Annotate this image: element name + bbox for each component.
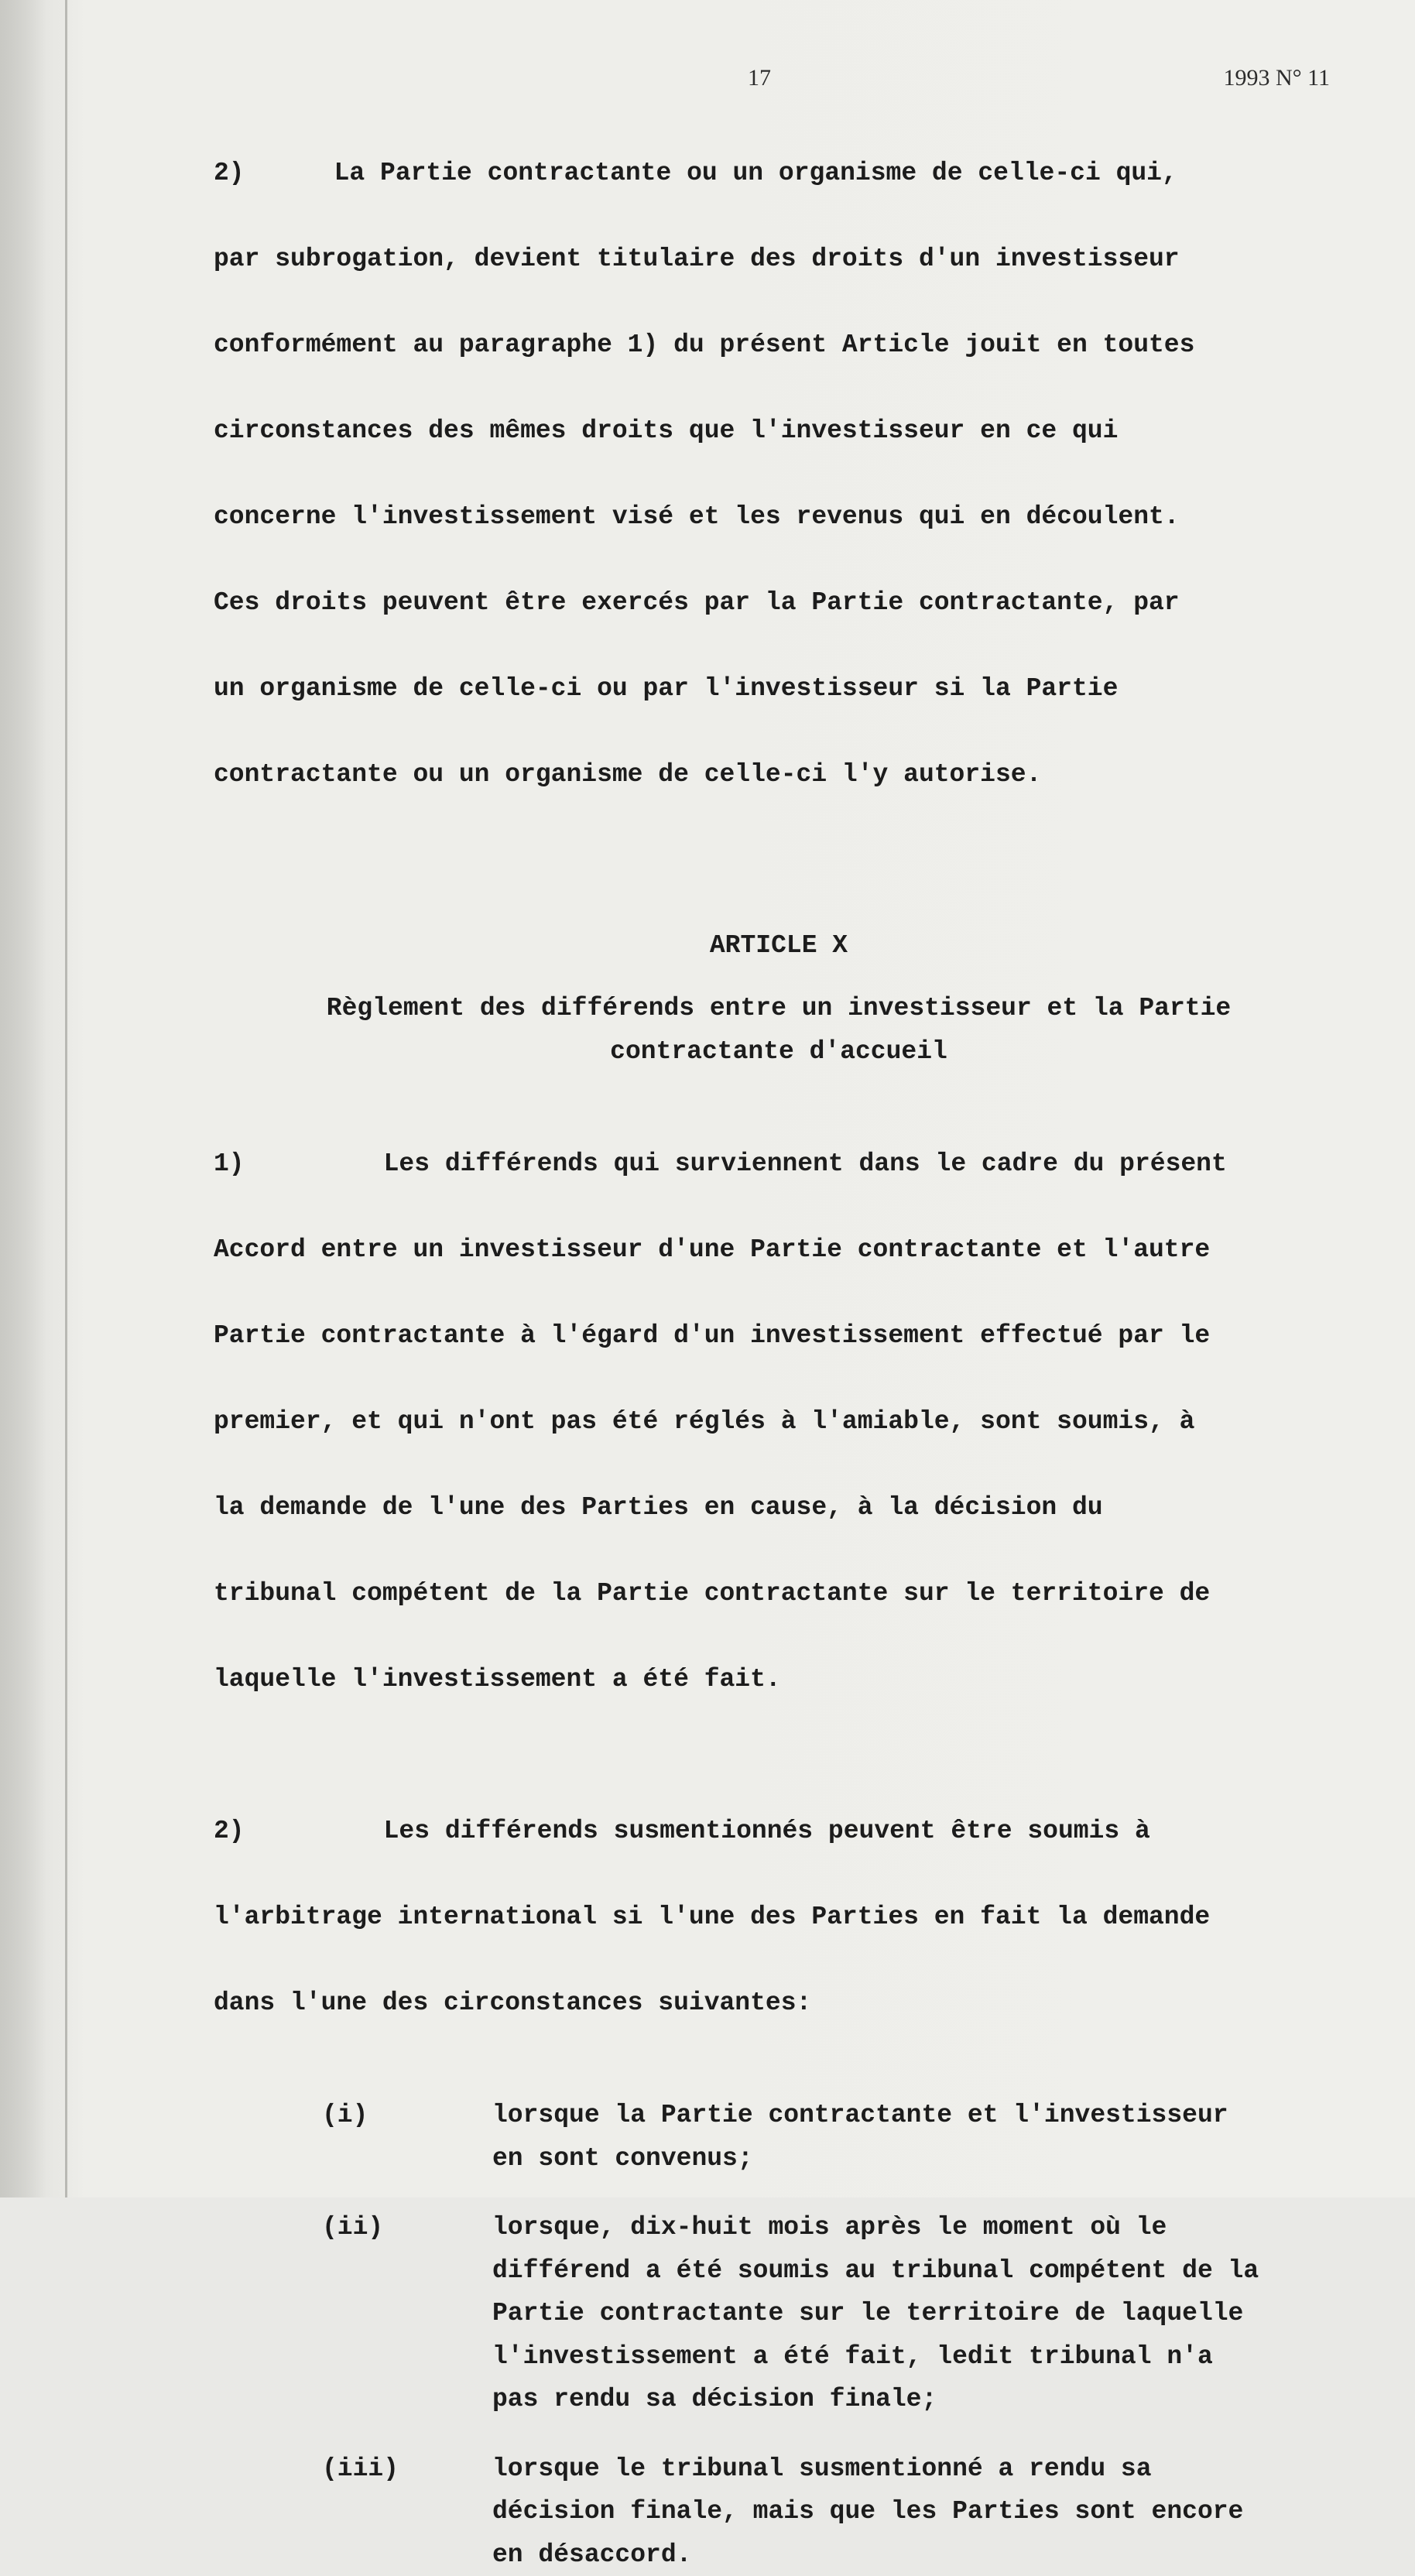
list-item-line: lorsque, dix-huit mois après le moment où le (492, 2206, 1344, 2249)
issue-number: 1993 N° 11 (1223, 65, 1330, 91)
paragraph-number: 2) (214, 159, 245, 187)
paragraph-line: premier, et qui n'ont pas été réglés à l'amiable, sont soumis, à (214, 1400, 1344, 1444)
page-header (0, 65, 1415, 96)
list-item-line: en désaccord. (492, 2533, 1344, 2576)
clause-2 (214, 1767, 1344, 2068)
clause-1 (214, 1099, 1344, 1744)
article-title: ARTICLE X (214, 924, 1344, 968)
list-item-line: lorsque le tribunal susmentionné a rendu sa (492, 2448, 1344, 2491)
list-item-label: (iii) (322, 2448, 399, 2491)
binding-edge (65, 0, 67, 2197)
paragraph-line: Accord entre un investisseur d'une Partie contractante et l'autre (214, 1228, 1344, 1272)
list-item-label: (ii) (322, 2206, 383, 2249)
list-item-line: l'investissement a été fait, ledit tribunal n'a (492, 2335, 1344, 2379)
list-item-line: Partie contractante sur le territoire de laquelle (492, 2292, 1344, 2335)
list-item-iii (214, 2448, 1344, 2576)
paragraph-line: l'arbitrage international si l'une des Parties en fait la demande (214, 1896, 1344, 1939)
paragraph-line: conformément au paragraphe 1) du présent Article jouit en toutes (214, 324, 1344, 367)
page-number: 17 (748, 65, 771, 91)
list-item-label: (i) (322, 2094, 368, 2137)
clause-number: 2) (214, 1817, 245, 1845)
article-subtitle (214, 987, 1344, 1073)
list-item-line: différend a été soumis au tribunal compétent de la (492, 2249, 1344, 2293)
paragraph-line: circonstances des mêmes droits que l'investisseur en ce qui (214, 409, 1344, 453)
list-item-line: en sont convenus; (492, 2137, 1344, 2180)
list-item-line: décision finale, mais que les Parties sont encore (492, 2490, 1344, 2533)
document-body (214, 108, 1344, 2576)
paragraph-line: 2) Les différends susmentionnés peuvent être soumis à (214, 1810, 1344, 1853)
paragraph-line: tribunal compétent de la Partie contractante sur le territoire de (214, 1572, 1344, 1615)
paragraph-line: laquelle l'investissement a été fait. (214, 1658, 1344, 1701)
list-item-ii (214, 2206, 1344, 2421)
paragraph-line: 1) Les différends qui surviennent dans le cadre du présent (214, 1142, 1344, 1186)
list-item-line: pas rendu sa décision finale; (492, 2378, 1344, 2421)
paragraph-line: 2) La Partie contractante ou un organisme de celle-ci qui, (214, 152, 1344, 195)
paragraph-line: Ces droits peuvent être exercés par la Partie contractante, par (214, 581, 1344, 625)
paragraph-2 (214, 108, 1344, 839)
paragraph-line: concerne l'investissement visé et les revenus qui en découlent. (214, 495, 1344, 539)
paragraph-line: Partie contractante à l'égard d'un investissement effectué par le (214, 1314, 1344, 1358)
article-subtitle-line: contractante d'accueil (214, 1030, 1344, 1074)
paragraph-line: dans l'une des circonstances suivantes: (214, 1982, 1344, 2025)
paragraph-line: contractante ou un organisme de celle-ci l'y autorise. (214, 753, 1344, 796)
paragraph-line: par subrogation, devient titulaire des droits d'un investisseur (214, 238, 1344, 281)
clause-number: 1) (214, 1149, 245, 1178)
paragraph-line: la demande de l'une des Parties en cause, à la décision du (214, 1486, 1344, 1530)
binding-shadow (0, 0, 46, 2197)
paragraph-line: un organisme de celle-ci ou par l'investisseur si la Partie (214, 667, 1344, 711)
list-item-line: lorsque la Partie contractante et l'investisseur (492, 2094, 1344, 2137)
list-item-i (214, 2094, 1344, 2180)
article-subtitle-line: Règlement des différends entre un investisseur et la Partie (214, 987, 1344, 1030)
